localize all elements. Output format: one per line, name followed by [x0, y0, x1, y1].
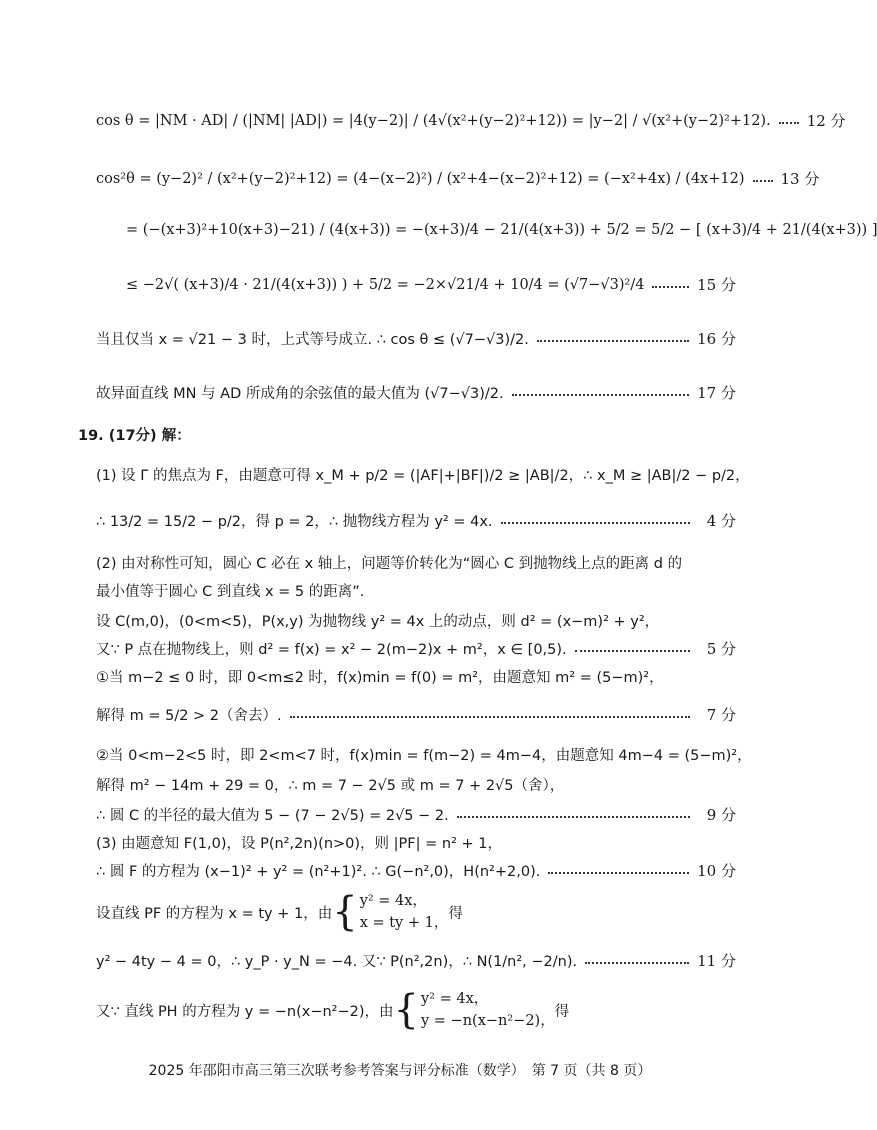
statement: 解得 m² − 14m + 29 = 0，∴ m = 7 − 2√5 或 m = 7 + 2√5（舍）， — [96, 778, 565, 794]
leader-dots — [652, 285, 689, 288]
line-inequality — [126, 274, 736, 295]
part2-case1 — [96, 666, 736, 687]
part3-line4 — [96, 950, 736, 971]
part2-case2 — [96, 744, 752, 765]
statement-tail: 得 — [448, 905, 463, 922]
leader-dots — [512, 393, 690, 396]
statement-tail: 得 — [554, 1003, 570, 1020]
statement: ∴ 圆 F 的方程为 (x−1)² + y² = (n²+1)². ∴ G(−n²,0)，H(n²+2,0). — [96, 864, 541, 880]
part1-line1 — [96, 464, 750, 485]
score-label: 5 分 — [706, 640, 736, 658]
part3-line5 — [96, 988, 736, 1032]
formula: cos θ = |NM · AD| / (|NM| |AD|) = |4(y−2)| / (4√(x²+(y−2)²+12)) = |y−2| / √(x²+(y−2)²+12). — [96, 112, 771, 129]
statement: (3) 由题意知 F(1,0)，设 P(n²,2n)(n>0)，则 |PF| = n² + 1， — [96, 836, 502, 852]
statement: 设 C(m,0)，(0<m<5)，P(x,y) 为抛物线 y² = 4x 上的动点，则 d² = (x−m)² + y²， — [96, 614, 660, 630]
score-label: 16 分 — [697, 330, 736, 348]
statement: 解得 m = 5/2 > 2（舍去）. — [96, 708, 282, 724]
line-conclusion — [96, 382, 736, 403]
part3-line3 — [96, 890, 736, 934]
statement: y² − 4ty − 4 = 0，∴ y_P · y_N = −4. 又∵ P(n²,2n)，∴ N(1/n², −2/n). — [96, 954, 578, 970]
statement: (2) 由对称性可知，圆心 C 必在 x 轴上，问题等价转化为“圆心 C 到抛物线上点的距离 d 的 — [96, 556, 683, 572]
part2-case2-solve — [96, 774, 736, 795]
part2-case1-solve — [96, 704, 736, 725]
formula: cos²θ = (y−2)² / (x²+(y−2)²+12) = (4−(x−2)²) / (x²+4−(x−2)²+12) = (−x²+4x) / (4x+12) — [96, 170, 745, 187]
score-label: 9 分 — [706, 806, 736, 824]
score-label: 10 分 — [697, 862, 736, 880]
system-eq-1: y² = 4x， — [359, 893, 427, 909]
leader-dots — [501, 521, 690, 524]
part3-line1 — [96, 832, 736, 853]
statement: 最小值等于圆心 C 到直线 x = 5 的距离”. — [96, 584, 365, 600]
part1-line2 — [96, 510, 736, 531]
question-19-header — [78, 424, 718, 445]
score-label: 7 分 — [706, 706, 736, 724]
part3-line2 — [96, 860, 736, 881]
leader-dots — [290, 715, 690, 718]
brace: { — [332, 889, 358, 935]
statement: ∴ 13/2 = 15/2 − p/2，得 p = 2，∴ 抛物线方程为 y² = 4x. — [96, 514, 493, 530]
part2-line2 — [96, 580, 736, 601]
line-cos-theta — [96, 110, 846, 131]
score-label: 12 分 — [806, 112, 846, 130]
brace: { — [393, 987, 419, 1033]
score-label: 13 分 — [780, 170, 820, 188]
leader-dots — [537, 339, 689, 342]
statement: 故异面直线 MN 与 AD 所成角的余弦值的最大值为 (√7−√3)/2. — [96, 386, 504, 402]
statement: 又∵ P 点在抛物线上，则 d² = f(x) = x² − 2(m−2)x + m²，x ∈ [0,5). — [96, 642, 567, 658]
statement: ①当 m−2 ≤ 0 时，即 0<m≤2 时，f(x)min = f(0) = m²，由题意知 m² = (5−m)²， — [96, 670, 664, 686]
score-label: 17 分 — [697, 384, 736, 402]
system-eq-2: x = ty + 1， — [359, 915, 449, 931]
statement: (1) 设 Γ 的焦点为 F，由题意可得 x_M + p/2 = (|AF|+|BF|)/2 ≥ |AB|/2，∴ x_M ≥ |AB|/2 − p/2， — [96, 468, 750, 484]
question-title: 19. (17分) 解： — [78, 428, 191, 444]
leader-dots — [457, 815, 690, 818]
formula: ≤ −2√( (x+3)/4 · 21/(4(x+3)) ) + 5/2 = −2×√21/4 + 10/4 = (√7−√3)²/4 — [126, 276, 645, 293]
system-eq-1: y² = 4x， — [420, 991, 489, 1007]
page-footer: 2025 年邵阳市高三第三次联考参考答案与评分标准（数学） 第 7 页（共 8 页） — [148, 1063, 652, 1079]
leader-dots — [779, 121, 799, 124]
leader-dots — [585, 961, 689, 964]
statement: 设直线 PF 的方程为 x = ty + 1，由 — [96, 905, 333, 922]
score-label: 15 分 — [697, 276, 736, 294]
system-eq-2: y = −n(x−n²−2)， — [420, 1013, 555, 1029]
score-label: 4 分 — [706, 512, 736, 530]
part2-line4 — [96, 638, 736, 659]
leader-dots — [575, 649, 690, 652]
line-equality-condition — [96, 328, 736, 349]
statement: ∴ 圆 C 的半径的最大值为 5 − (7 − 2√5) = 2√5 − 2. — [96, 808, 449, 824]
statement: 又∵ 直线 PH 的方程为 y = −n(x−n²−2)，由 — [96, 1003, 394, 1020]
line-cos2-theta — [96, 168, 820, 189]
statement: 当且仅当 x = √21 − 3 时，上式等号成立. ∴ cos θ ≤ (√7−√3)/2. — [96, 332, 529, 348]
equation-system — [394, 988, 555, 1032]
part2-line1 — [96, 552, 736, 573]
part2-line3 — [96, 610, 736, 631]
leader-dots — [548, 871, 689, 874]
score-label: 11 分 — [697, 952, 736, 970]
statement: ②当 0<m−2<5 时，即 2<m<7 时，f(x)min = f(m−2) = 4m−4，由题意知 4m−4 = (5−m)²， — [96, 748, 752, 764]
part2-radius-max — [96, 804, 736, 825]
line-expand — [126, 222, 877, 238]
formula: = (−(x+3)²+10(x+3)−21) / (4(x+3)) = −(x+3)/4 − 21/(4(x+3)) + 5/2 = 5/2 − [ (x+3)/4 + 21/(4(x+3)) ] — [126, 222, 877, 238]
equation-system — [332, 890, 448, 934]
leader-dots — [753, 179, 773, 182]
